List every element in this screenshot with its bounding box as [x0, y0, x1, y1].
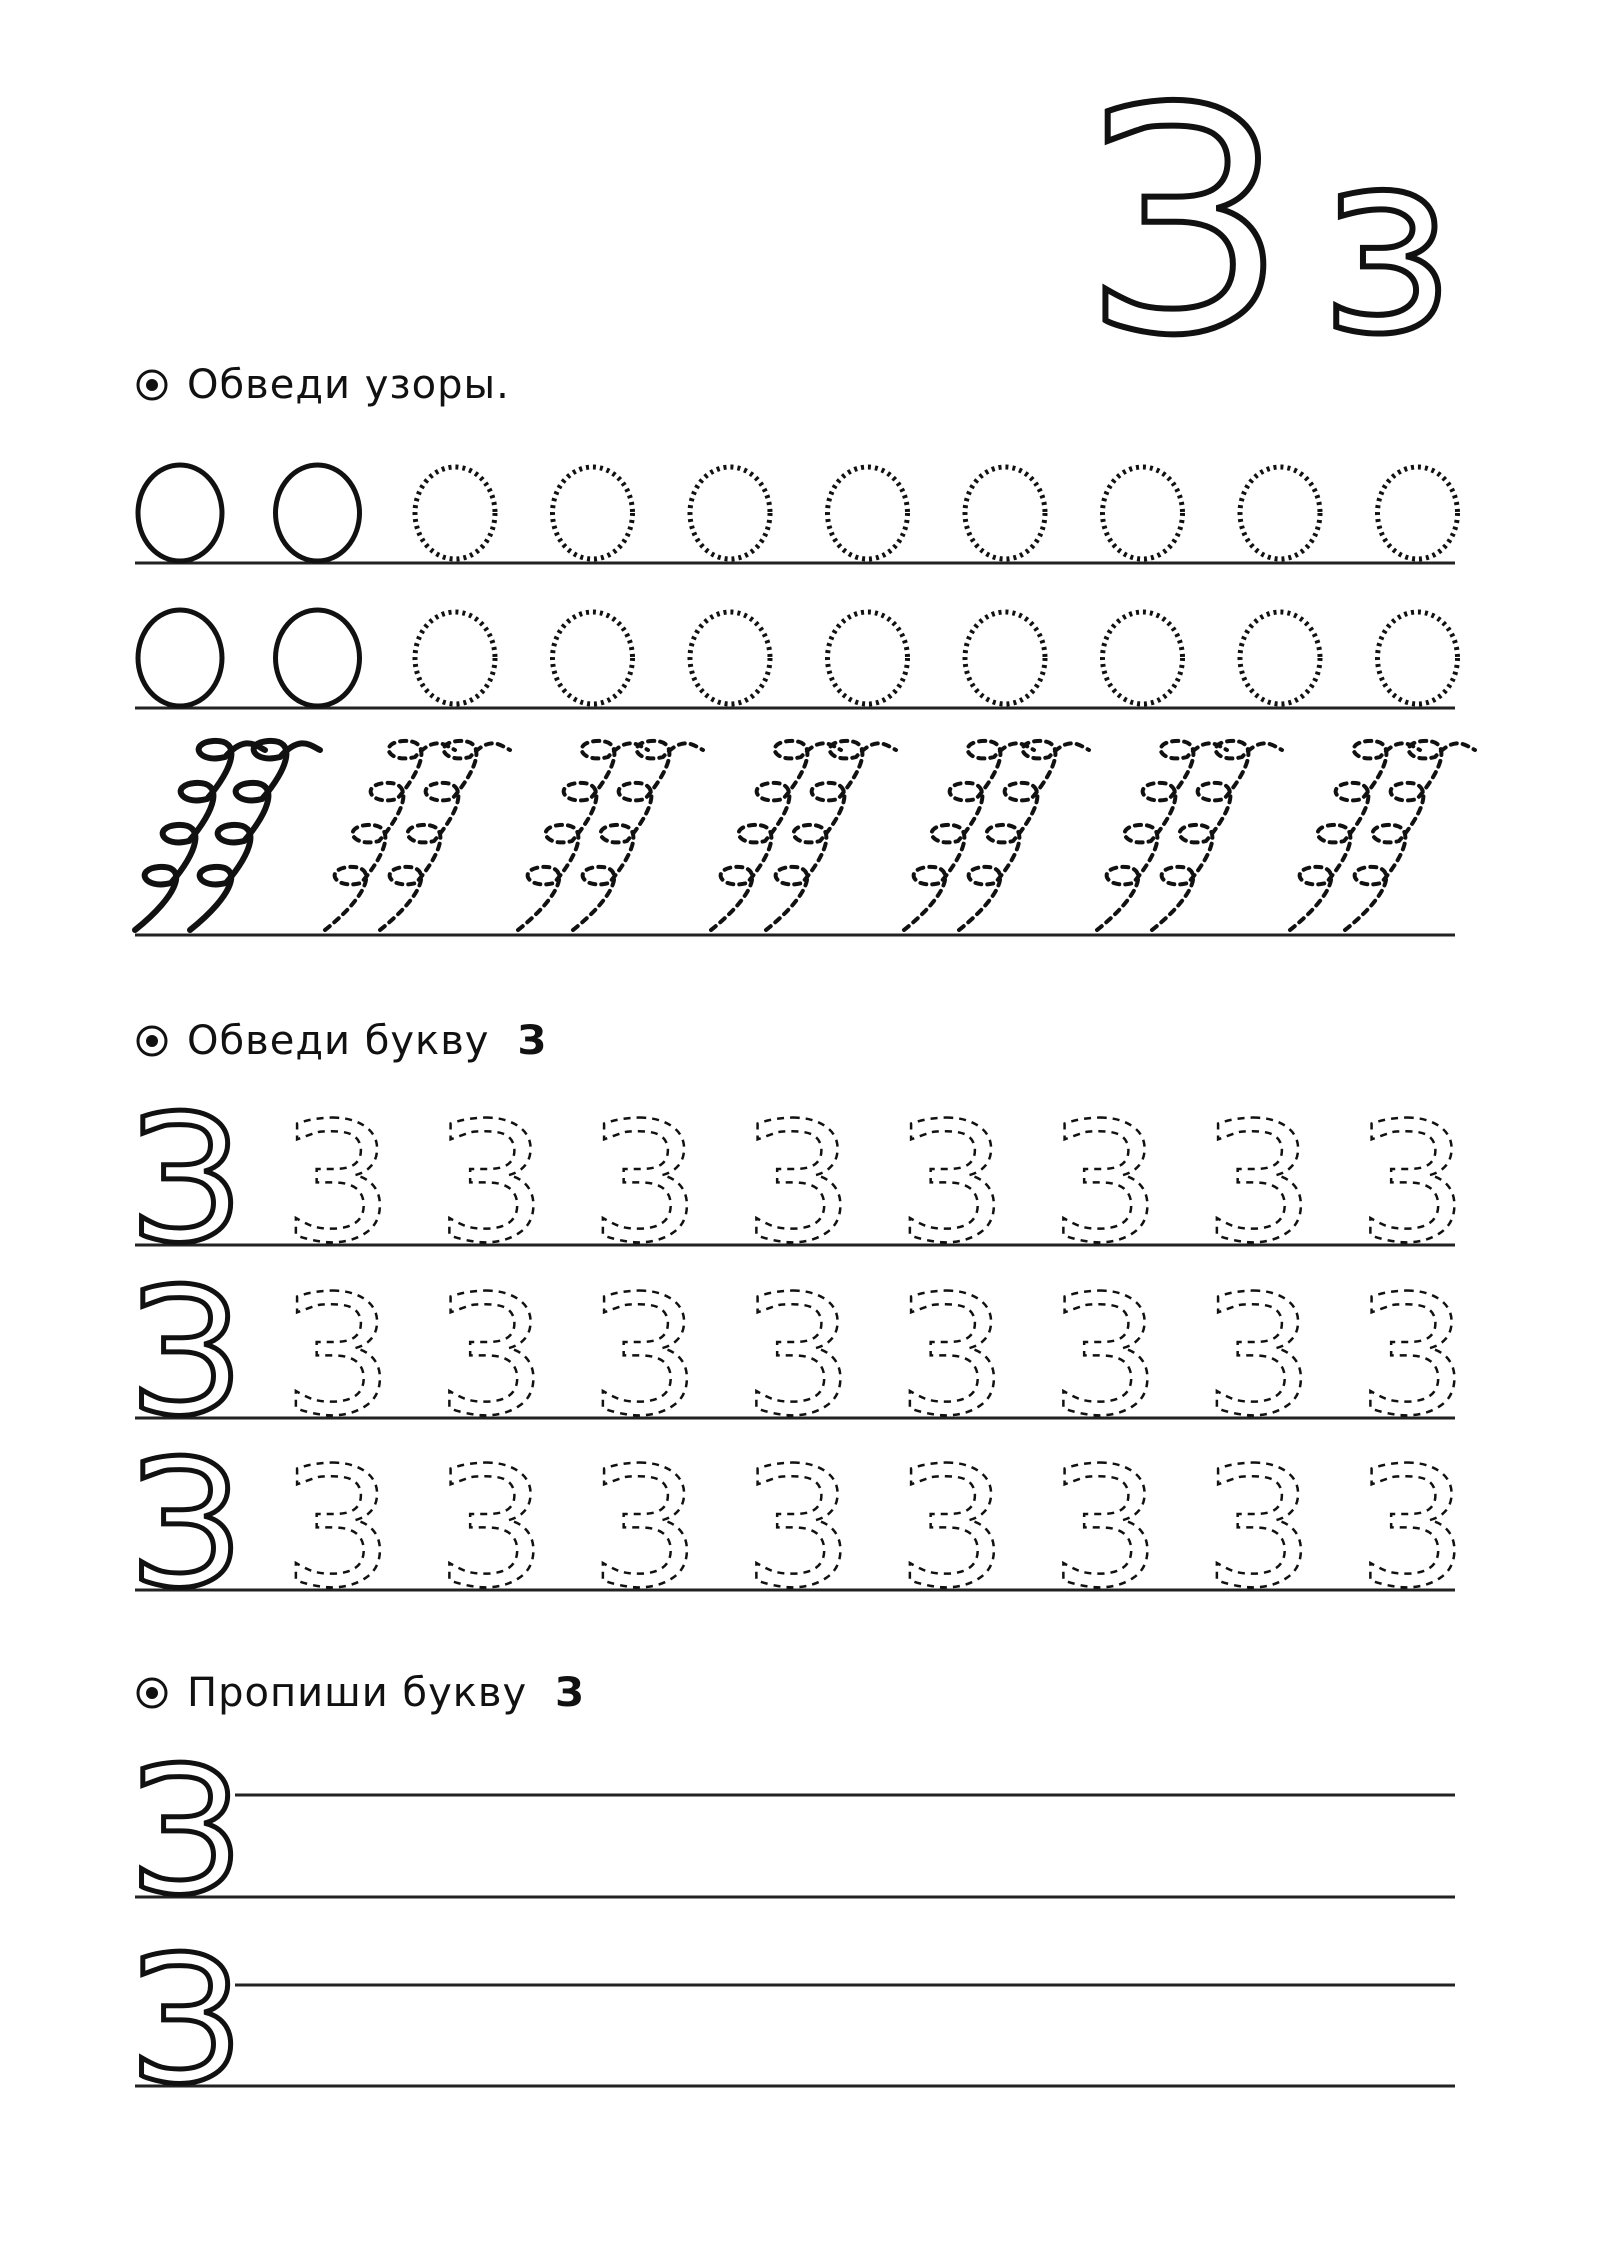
dotted-circle	[690, 467, 770, 559]
dotted-circle	[1240, 467, 1320, 559]
dotted-circle	[828, 467, 908, 559]
dotted-circle	[553, 612, 633, 704]
header-letters	[1085, 43, 1453, 404]
instruction-text: Пропиши букву	[187, 1670, 528, 1716]
dotted-circle	[1378, 612, 1458, 704]
dotted-letter: З	[592, 1260, 698, 1452]
instruction-text: Обведи узоры.	[187, 362, 510, 408]
dotted-letter: З	[1206, 1260, 1312, 1452]
dotted-loop	[959, 741, 1089, 930]
header-letter-lower: з	[1320, 98, 1453, 389]
dotted-circle	[690, 612, 770, 704]
dotted-letter: З	[438, 1260, 545, 1452]
dotted-letter: З	[1359, 1260, 1466, 1452]
sample-letter: З	[130, 1920, 243, 2123]
dotted-letter: З	[1359, 1432, 1466, 1624]
dotted-letter: З	[285, 1260, 391, 1452]
dotted-loop	[325, 741, 455, 930]
dotted-letter: З	[745, 1432, 852, 1624]
instruction-text: Обведи букву	[187, 1018, 490, 1064]
flower-bullet-icon	[135, 1676, 169, 1710]
flower-bullet-icon	[135, 1024, 169, 1058]
header-letter-upper: З	[1085, 43, 1284, 404]
solid-circle	[276, 465, 360, 561]
dotted-loop	[518, 741, 648, 930]
solid-circle	[138, 465, 222, 561]
sample-letter: З	[130, 1731, 243, 1934]
dotted-letter: З	[592, 1432, 698, 1624]
instruction-write-letter	[135, 1670, 585, 1716]
dotted-circle	[1103, 612, 1183, 704]
dotted-letter: З	[1052, 1260, 1159, 1452]
instruction-letter: З	[555, 1670, 585, 1716]
dotted-circle	[965, 612, 1045, 704]
dotted-loop	[711, 741, 841, 930]
dotted-letter: З	[899, 1432, 1005, 1624]
pattern-tracing-area	[135, 465, 1475, 935]
dotted-loop	[1290, 741, 1420, 930]
dotted-circle	[415, 467, 495, 559]
solid-loop	[190, 741, 320, 930]
dotted-circle	[1240, 612, 1320, 704]
dotted-letter: З	[438, 1432, 545, 1624]
dotted-circle	[553, 467, 633, 559]
sample-letter: З	[130, 1079, 243, 1282]
dotted-loop	[904, 741, 1034, 930]
sample-letter: З	[130, 1424, 243, 1627]
dotted-loop	[380, 741, 510, 930]
dotted-circle	[828, 612, 908, 704]
instruction-trace-letter	[135, 1018, 547, 1064]
dotted-circle	[1103, 467, 1183, 559]
dotted-letter: З	[899, 1087, 1005, 1279]
instruction-letter: З	[517, 1018, 547, 1064]
dotted-letter: З	[438, 1087, 545, 1279]
dotted-letter: З	[1206, 1432, 1312, 1624]
dotted-letter: З	[285, 1087, 391, 1279]
flower-bullet-icon	[135, 368, 169, 402]
letter-tracing-area	[130, 1079, 1465, 1627]
dotted-circle	[415, 612, 495, 704]
dotted-letter: З	[745, 1087, 852, 1279]
dotted-letter: З	[745, 1260, 852, 1452]
dotted-letter: З	[899, 1260, 1005, 1452]
solid-circle	[276, 610, 360, 706]
dotted-loop	[1097, 741, 1227, 930]
letter-writing-area	[130, 1731, 1455, 2123]
dotted-letter: З	[1052, 1087, 1159, 1279]
dotted-circle	[1378, 467, 1458, 559]
dotted-loop	[1152, 741, 1282, 930]
dotted-loop	[573, 741, 703, 930]
instruction-trace-patterns	[135, 362, 510, 408]
dotted-letter: З	[1052, 1432, 1159, 1624]
dotted-letter: З	[592, 1087, 698, 1279]
dotted-loop	[1345, 741, 1475, 930]
dotted-letter: З	[1359, 1087, 1466, 1279]
dotted-letter: З	[1206, 1087, 1312, 1279]
sample-letter: З	[130, 1252, 243, 1455]
dotted-circle	[965, 467, 1045, 559]
solid-circle	[138, 610, 222, 706]
dotted-letter: З	[285, 1432, 391, 1624]
dotted-loop	[766, 741, 896, 930]
